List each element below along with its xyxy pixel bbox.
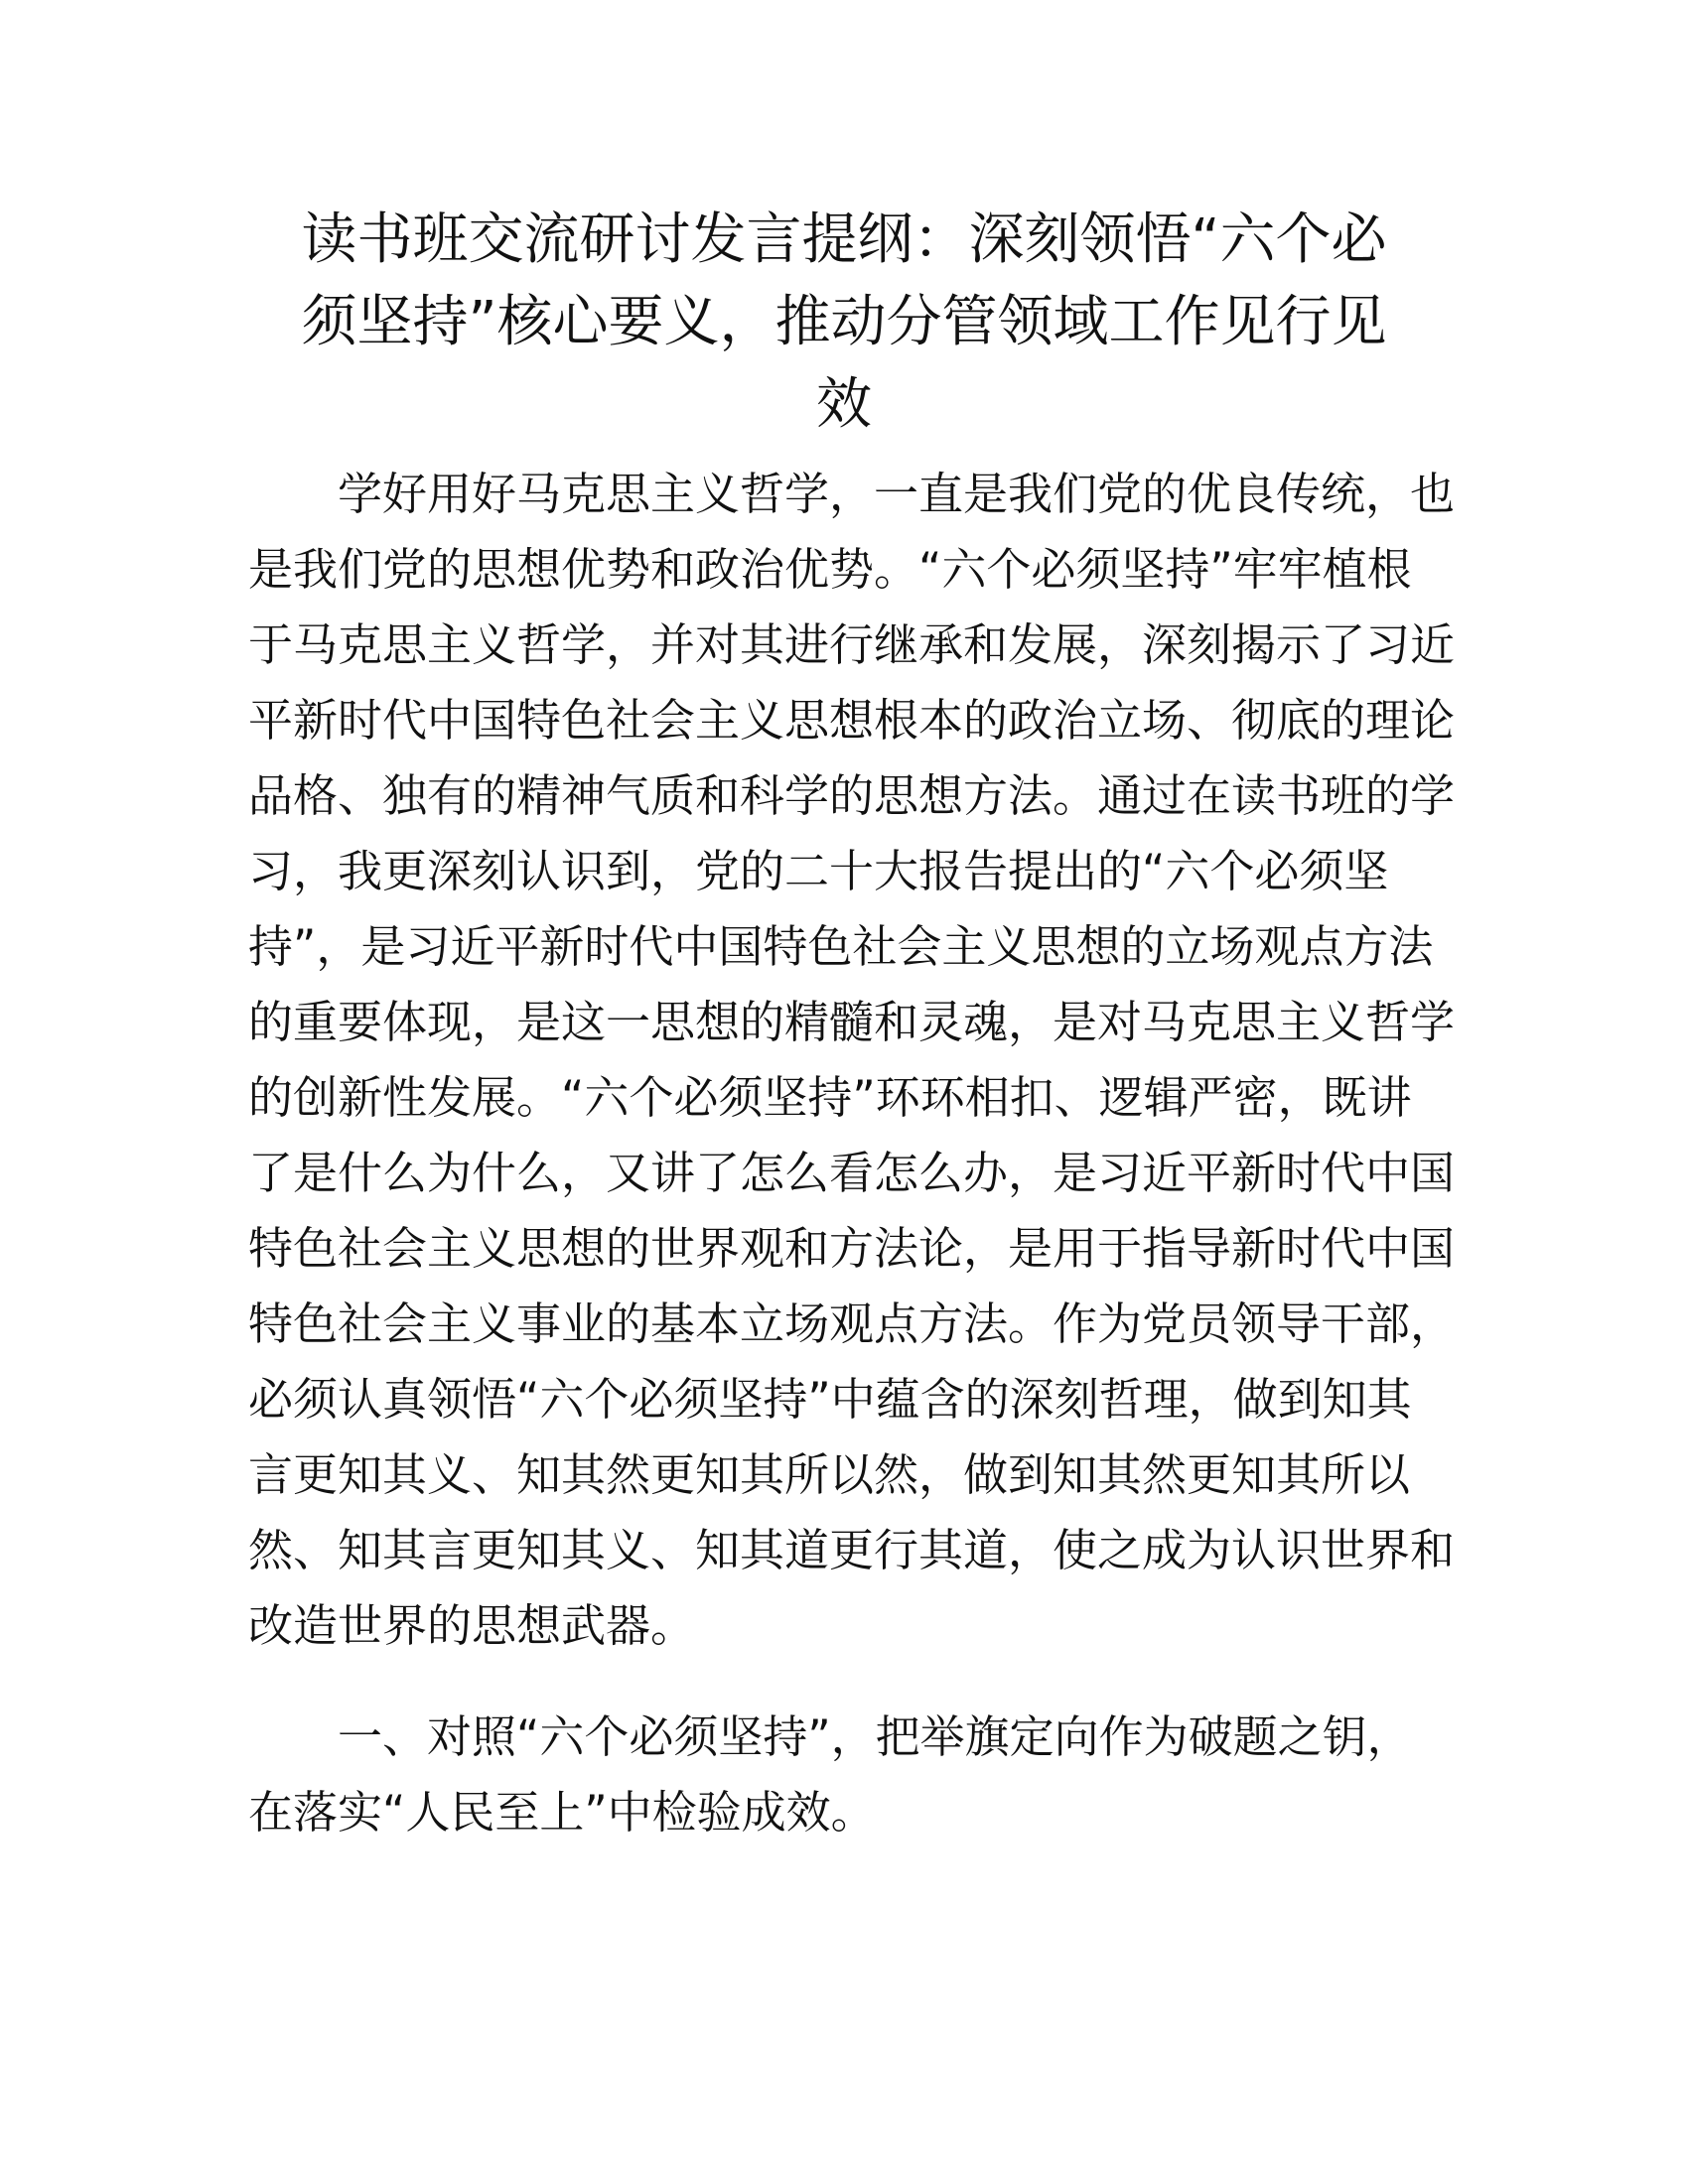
text-line: 于马克思主义哲学，并对其进行继承和发展，深刻揭示了习近 bbox=[248, 618, 1456, 671]
document-title bbox=[248, 199, 1440, 446]
text-line: 学好用好马克思主义哲学，一直是我们党的优良传统，也 bbox=[338, 468, 1456, 520]
text-line: 必须认真领悟“六个必须坚持”中蕴含的深刻哲理，做到知其 bbox=[248, 1373, 1412, 1426]
document-body bbox=[248, 457, 1456, 1850]
text-line: 改造世界的思想武器。 bbox=[248, 1599, 696, 1652]
text-line: 的重要体现，是这一思想的精髓和灵魂，是对马克思主义哲学 bbox=[248, 996, 1456, 1048]
text-line: 在落实“人民至上”中检验成效。 bbox=[248, 1786, 876, 1839]
text-line: 是我们党的思想优势和政治优势。“六个必须坚持”牢牢植根 bbox=[248, 543, 1412, 596]
text-line: 品格、独有的精神气质和科学的思想方法。通过在读书班的学 bbox=[248, 769, 1456, 822]
text-line: 的创新性发展。“六个必须坚持”环环相扣、逻辑严密，既讲 bbox=[248, 1071, 1412, 1124]
title-line: 读书班交流研讨发言提纲：深刻领悟“六个必 bbox=[301, 207, 1387, 272]
text-line: 持”，是习近平新时代中国特色社会主义思想的立场观点方法 bbox=[248, 920, 1434, 973]
title-line: 须坚持”核心要义，推动分管领域工作见行见 bbox=[301, 290, 1387, 354]
text-line: 一、对照“六个必须坚持”，把举旗定向作为破题之钥， bbox=[338, 1710, 1412, 1763]
text-line: 了是什么为什么，又讲了怎么看怎么办，是习近平新时代中国 bbox=[248, 1147, 1456, 1199]
text-line: 平新时代中国特色社会主义思想根本的政治立场、彻底的理论 bbox=[248, 694, 1456, 747]
title-line: 效 bbox=[816, 372, 872, 437]
text-line: 特色社会主义思想的世界观和方法论，是用于指导新时代中国 bbox=[248, 1222, 1456, 1275]
text-line: 特色社会主义事业的基本立场观点方法。作为党员领导干部， bbox=[248, 1297, 1456, 1350]
paragraph-spacer bbox=[248, 1664, 1440, 1700]
text-line: 然、知其言更知其义、知其道更行其道，使之成为认识世界和 bbox=[248, 1524, 1456, 1576]
section-heading-one bbox=[248, 1700, 1440, 1850]
text-line: 言更知其义、知其然更知其所以然，做到知其然更知其所以 bbox=[248, 1448, 1411, 1501]
text-line: 习，我更深刻认识到，党的二十大报告提出的“六个必须坚 bbox=[248, 845, 1389, 897]
paragraph-intro bbox=[248, 457, 1456, 1664]
